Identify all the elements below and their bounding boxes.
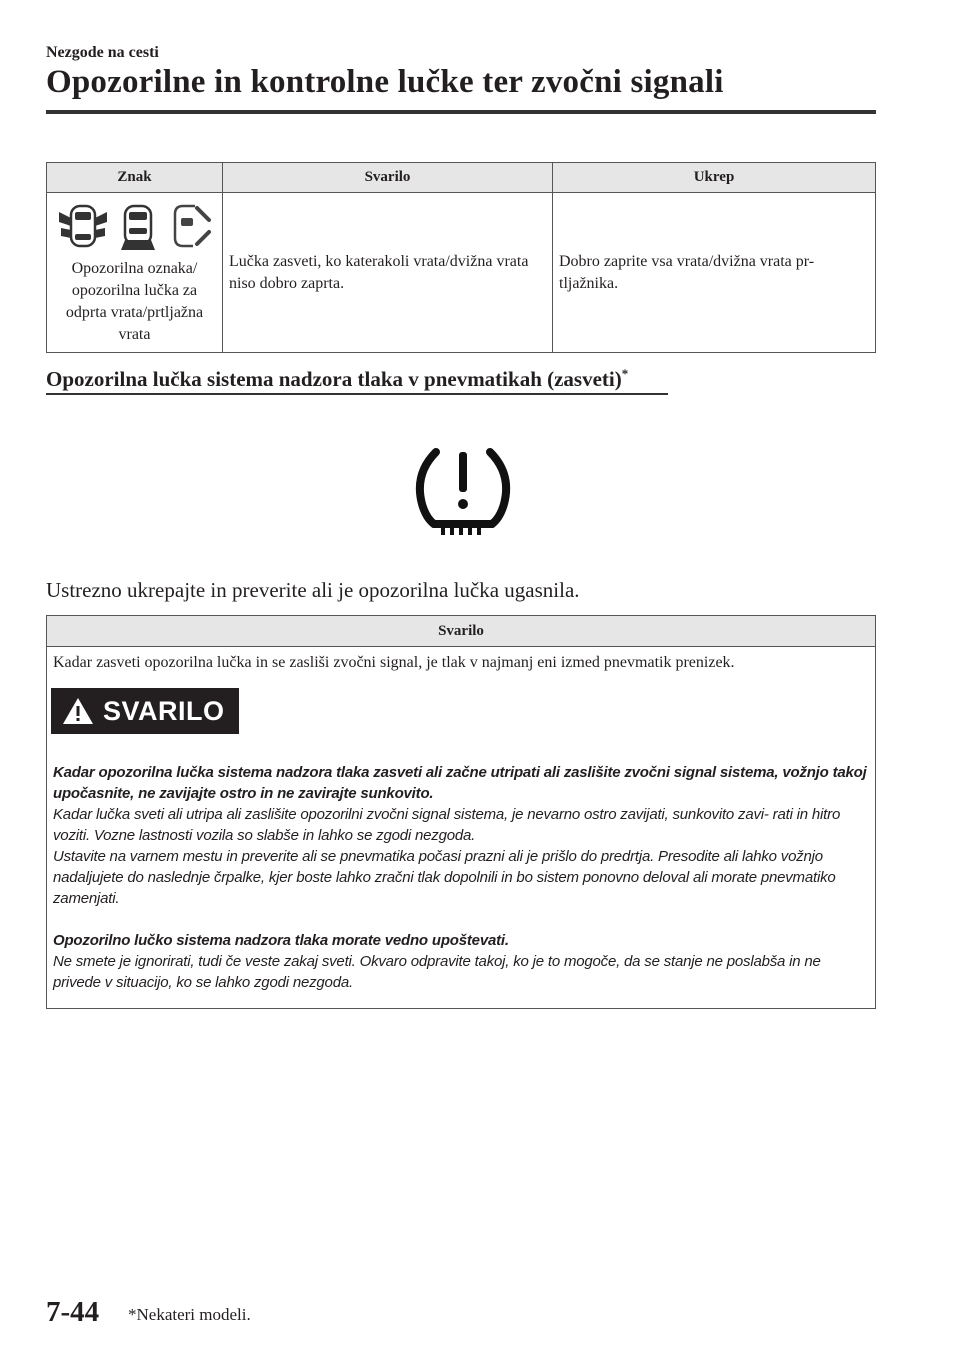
action-cell: Dobro zaprite vsa vrata/dvižna vrata pr- tljažnika. [553, 193, 876, 353]
warning-box [46, 615, 876, 1009]
page-number: 7-44 [46, 1296, 100, 1328]
door-open-icon [167, 200, 213, 252]
section-label: Nezgode na cesti [46, 44, 159, 61]
warning-paragraph-bold: Opozorilno lučko sistema nadzora tlaka morate vedno upoštevati. [53, 932, 509, 949]
tpms-heading [46, 366, 628, 392]
footnote: *Nekateri modeli. [128, 1305, 251, 1324]
warning-lights-table [46, 162, 876, 353]
warning-triangle-icon [61, 696, 95, 726]
car-doors-open-icon [57, 200, 109, 252]
tire-pressure-warning-icon [408, 444, 518, 544]
tpms-heading-underline [46, 393, 668, 395]
sign-icons [53, 200, 216, 252]
warning-box-body [53, 762, 869, 993]
warning-box-intro: Kadar zasveti opozorilna lučka in se zasliši zvočni signal, je tlak v najmanj eni izmed pnevmatik prenizek. [53, 654, 735, 671]
title-divider [46, 110, 876, 114]
column-header-sign: Znak [47, 163, 223, 193]
warning-cell: Lučka zasveti, ko katerakoli vrata/dvižna vrata niso dobro zaprta. [223, 193, 553, 353]
warning-paragraph-bold: Kadar opozorilna lučka sistema nadzora tlaka zasveti ali začne utripati ali zaslišite zvočni signal sistema, vožnjo takoj upočasnite, ne zavijajte ostro in ne zavirajte sunkovito. [53, 764, 867, 802]
tpms-intro: Ustrezno ukrepajte in preverite ali je opozorilna lučka ugasnila. [46, 578, 580, 602]
table-row [47, 193, 876, 353]
svarilo-badge-label: SVARILO [103, 695, 225, 726]
warning-paragraph: Ne smete je ignorirati, tudi če veste zakaj sveti. Okvaro odpravite takoj, ko je to mogoče, da se stanje ne poslabša in ne privede v situacijo, ko se lahko zgodi nezgoda. [53, 953, 821, 991]
sign-caption: Opozorilna oznaka/ opozorilna lučka za odprta vrata/prtljažna vrata [65, 259, 204, 343]
page-title: Opozorilne in kontrolne lučke ter zvočni signali [46, 64, 724, 100]
model-footnote-mark: * [621, 366, 629, 381]
tpms-heading-text: Opozorilna lučka sistema nadzora tlaka v pnevmatikah (zasveti) [46, 367, 622, 391]
table-header-row [47, 163, 876, 193]
warning-paragraph: Kadar lučka sveti ali utripa ali zaslišite opozorilni zvočni signal sistema, je nevarno ostro zavijati, sunkovito zavi- rati in hitro voziti. Vozne lastnosti vozila so slabše in lahko se zgodi nezgoda. [53, 806, 841, 844]
column-header-warning: Svarilo [223, 163, 553, 193]
warning-box-header: Svarilo [47, 616, 875, 647]
car-tailgate-open-icon [115, 200, 161, 252]
sign-cell [47, 193, 223, 353]
warning-paragraph: Ustavite na varnem mestu in preverite ali se pnevmatika počasi prazni ali je prišlo do predrtja. Presodite ali lahko vožnjo nadaljujete do naslednje črpalke, kjer boste lahko zračni tlak dopolnili in bo sistem ponovno deloval ali morate pnevmatiko zamenjati. [53, 848, 836, 907]
svarilo-badge [51, 688, 239, 734]
column-header-action: Ukrep [553, 163, 876, 193]
